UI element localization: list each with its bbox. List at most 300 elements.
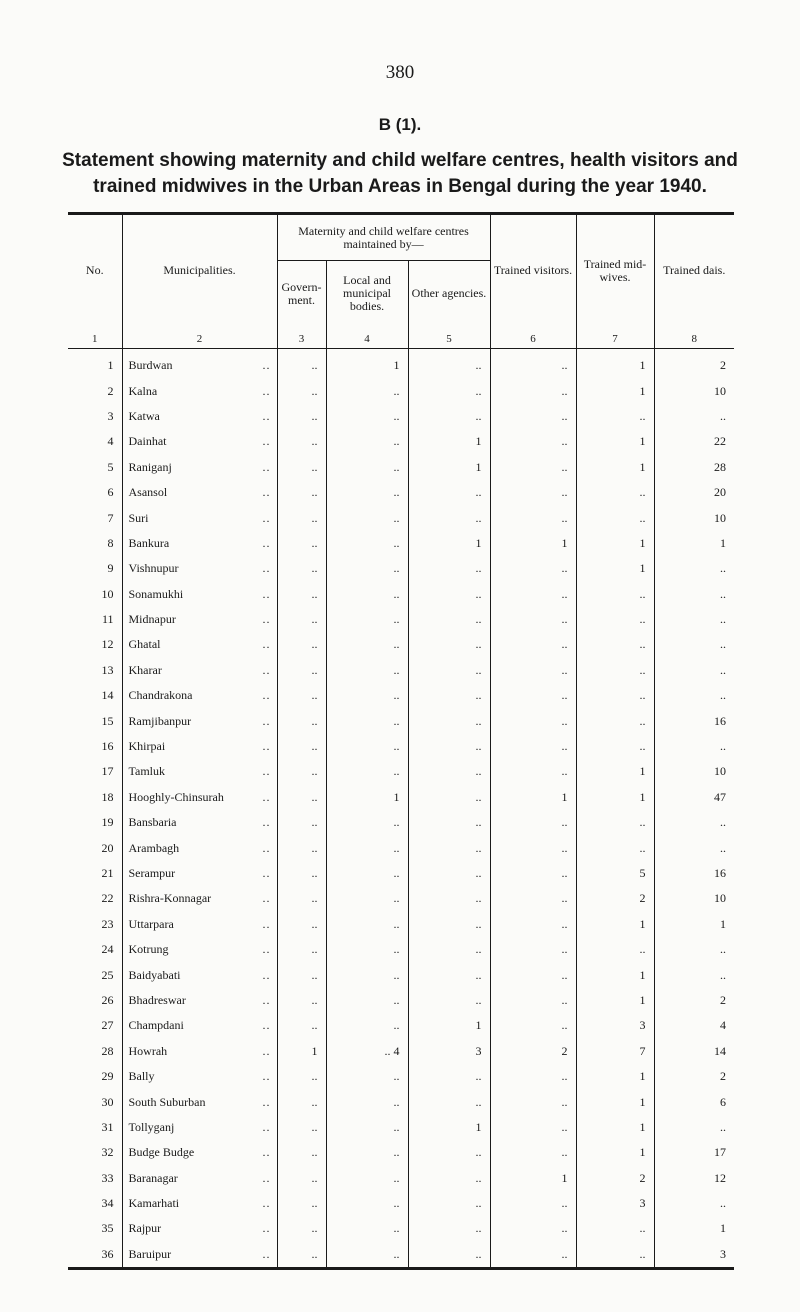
header-visitors: Trained visitors. [490,214,576,327]
local-bodies-cell: .. [326,835,408,860]
municipality-name: Burdwan [128,358,173,373]
table-row [68,1039,734,1064]
midwives-cell: .. [576,480,654,505]
col-number: 6 [490,326,576,349]
government-cell: .. [277,658,326,683]
midwives-cell: .. [576,505,654,530]
row-number: 22 [101,891,114,906]
dais-cell: .. [654,658,734,683]
other-agencies-cell: 1 [408,455,490,480]
dais-cell: .. [654,962,734,987]
municipality-cell: .. Vishnupur [122,556,277,581]
other-agencies-cell: .. [408,1140,490,1165]
local-bodies-cell: .. [326,404,408,429]
municipality-cell: .. Baidyabati [122,962,277,987]
visitors-cell: .. [490,1242,576,1269]
row-number: 12 [101,637,114,652]
municipality-cell: .. Tollyganj [122,1115,277,1140]
midwives-cell: 1 [576,759,654,784]
municipality-name: Vishnupur [128,561,179,576]
statistics-table [68,212,734,1270]
local-bodies-cell: .. [326,582,408,607]
row-number: 21 [101,866,114,880]
midwives-cell: 1 [576,455,654,480]
midwives-cell: 1 [576,1140,654,1165]
visitors-cell: .. [490,759,576,784]
local-bodies-cell: .. [326,912,408,937]
other-agencies-cell: .. [408,683,490,708]
municipality-name: Ghatal [128,637,161,652]
municipality-name: Raniganj [128,459,172,474]
local-bodies-cell: .. [326,1216,408,1241]
visitors-cell: .. [490,1115,576,1140]
table-row [68,1013,734,1038]
government-cell: .. [277,962,326,987]
municipality-cell: .. South Suburban [122,1089,277,1114]
midwives-cell: 2 [576,886,654,911]
municipality-name: Kotrung [128,942,169,957]
municipality-name: Suri [128,510,149,525]
row-number: 34 [101,1196,114,1211]
government-cell: .. [277,759,326,784]
table-row [68,607,734,632]
other-agencies-cell: .. [408,734,490,759]
midwives-cell: 1 [576,1115,654,1140]
other-agencies-cell: .. [408,962,490,987]
table-row [68,962,734,987]
government-cell: .. [277,810,326,835]
midwives-cell: .. [576,632,654,657]
local-bodies-cell: .. [326,1191,408,1216]
row-number: 25 [101,967,114,982]
table-row [68,937,734,962]
visitors-cell: .. [490,658,576,683]
dais-cell: .. [654,1115,734,1140]
municipality-cell: .. Rishra-Konnagar [122,886,277,911]
row-number: 31 [101,1119,114,1134]
row-number: 32 [101,1145,114,1160]
other-agencies-cell: .. [408,1216,490,1241]
other-agencies-cell: .. [408,1166,490,1191]
municipality-cell: .. Bankura [122,531,277,556]
other-agencies-cell: .. [408,861,490,886]
local-bodies-cell: .. [326,455,408,480]
table-row [68,658,734,683]
row-number: 16 [101,739,114,754]
visitors-cell: .. [490,1140,576,1165]
row-number: 15 [101,713,114,728]
municipality-name: Dainhat [128,434,167,449]
table-row [68,1140,734,1165]
other-agencies-cell: .. [408,886,490,911]
row-number: 35 [101,1221,114,1236]
visitors-cell: .. [490,1216,576,1241]
government-cell: .. [277,683,326,708]
midwives-cell: 3 [576,1191,654,1216]
dais-cell: 28 [654,455,734,480]
local-bodies-cell: .. [326,658,408,683]
municipality-cell: .. Ghatal [122,632,277,657]
table-row [68,1216,734,1241]
table-row [68,988,734,1013]
municipality-name: Asansol [128,485,168,500]
dais-cell: 14 [654,1039,734,1064]
other-agencies-cell: .. [408,708,490,733]
table-row [68,632,734,657]
row-number: 20 [101,840,114,855]
midwives-cell: .. [576,404,654,429]
visitors-cell: .. [490,1089,576,1114]
government-cell: .. [277,582,326,607]
row-number: 23 [101,916,114,931]
local-bodies-cell: 1 [326,785,408,810]
midwives-cell: 5 [576,861,654,886]
government-cell: .. [277,886,326,911]
local-bodies-cell: .. [326,378,408,403]
page-number: 380 [385,62,415,83]
municipality-cell: .. Serampur [122,861,277,886]
midwives-cell: 3 [576,1013,654,1038]
municipality-cell: .. Uttarpara [122,912,277,937]
local-bodies-cell: .. [326,531,408,556]
government-cell: .. [277,455,326,480]
midwives-cell: .. [576,734,654,759]
row-number: 1 [107,358,114,373]
table-row [68,1089,734,1114]
dais-cell: 16 [654,861,734,886]
government-cell: .. [277,429,326,454]
local-bodies-cell: .. [326,708,408,733]
row-number: 6 [107,485,114,500]
dais-cell: 1 [654,912,734,937]
table-row [68,349,734,379]
dais-cell: 17 [654,1140,734,1165]
dais-cell: 1 [654,1216,734,1241]
government-cell: 1 [277,1039,326,1064]
midwives-cell: .. [576,1216,654,1241]
table-row [68,759,734,784]
table-row [68,404,734,429]
table-row [68,582,734,607]
midwives-cell: 1 [576,429,654,454]
municipality-name: Bhadreswar [128,992,186,1007]
municipality-cell: .. Bansbaria [122,810,277,835]
local-bodies-cell: .. [326,988,408,1013]
visitors-cell: .. [490,886,576,911]
row-number: 30 [101,1094,114,1109]
municipality-name: Baranagar [128,1170,178,1185]
dais-cell: .. [654,1191,734,1216]
other-agencies-cell: .. [408,505,490,530]
row-number: 19 [101,815,114,830]
government-cell: .. [277,531,326,556]
municipality-cell: .. Baruipur [122,1242,277,1269]
local-bodies-cell: .. [326,1064,408,1089]
municipality-cell: .. Arambagh [122,835,277,860]
table-row [68,683,734,708]
table-row [68,810,734,835]
table-row [68,912,734,937]
municipality-cell: .. Asansol [122,480,277,505]
municipality-cell: .. Kalna [122,378,277,403]
dais-cell: .. [654,632,734,657]
visitors-cell: .. [490,632,576,657]
dais-cell: 10 [654,378,734,403]
local-bodies-cell: .. [326,1013,408,1038]
other-agencies-cell: .. [408,1242,490,1269]
table-row [68,531,734,556]
midwives-cell: .. [576,937,654,962]
government-cell: .. [277,861,326,886]
header-municipalities: Municipalities. [122,214,277,327]
government-cell: .. [277,734,326,759]
dais-cell: 3 [654,1242,734,1269]
other-agencies-cell: .. [408,404,490,429]
other-agencies-cell: .. [408,1089,490,1114]
other-agencies-cell: .. [408,1191,490,1216]
other-agencies-cell: .. [408,810,490,835]
other-agencies-cell: .. [408,759,490,784]
municipality-cell: .. Baranagar [122,1166,277,1191]
government-cell: .. [277,378,326,403]
government-cell: .. [277,912,326,937]
table-row [68,429,734,454]
col-number: 8 [654,326,734,349]
midwives-cell: .. [576,607,654,632]
visitors-cell: .. [490,349,576,379]
midwives-cell: .. [576,708,654,733]
table-row [68,861,734,886]
government-cell: .. [277,1242,326,1269]
municipality-name: Baidyabati [128,967,181,982]
midwives-cell: 1 [576,962,654,987]
other-agencies-cell: .. [408,632,490,657]
dais-cell: 10 [654,886,734,911]
dais-cell: 1 [654,531,734,556]
visitors-cell: .. [490,1013,576,1038]
dais-cell: 2 [654,1064,734,1089]
other-agencies-cell: 1 [408,1013,490,1038]
other-agencies-cell: .. [408,835,490,860]
other-agencies-cell: .. [408,480,490,505]
municipality-cell: .. Tamluk [122,759,277,784]
municipality-name: Rishra-Konnagar [128,891,212,906]
local-bodies-cell: .. [326,429,408,454]
visitors-cell: .. [490,810,576,835]
government-cell: .. [277,349,326,379]
local-bodies-cell: .. [326,886,408,911]
local-bodies-cell: .. [326,962,408,987]
government-cell: .. [277,607,326,632]
local-bodies-cell: .. [326,1166,408,1191]
table-row [68,455,734,480]
municipality-name: Katwa [128,408,160,423]
visitors-cell: 1 [490,1166,576,1191]
other-agencies-cell: .. [408,912,490,937]
row-number: 33 [101,1170,114,1185]
municipality-cell: .. Dainhat [122,429,277,454]
dais-cell: .. [654,810,734,835]
local-bodies-cell: .. [326,1115,408,1140]
visitors-cell: .. [490,861,576,886]
dais-cell: 10 [654,505,734,530]
municipality-cell: .. Katwa [122,404,277,429]
municipality-name: Bally [128,1069,155,1084]
government-cell: .. [277,556,326,581]
dais-cell: 6 [654,1089,734,1114]
visitors-cell: .. [490,607,576,632]
midwives-cell: 1 [576,912,654,937]
municipality-name: Kharar [128,662,162,677]
local-bodies-cell: .. 4 [326,1039,408,1064]
row-number: 7 [107,510,114,525]
other-agencies-cell: .. [408,607,490,632]
other-agencies-cell: 1 [408,1115,490,1140]
other-agencies-cell: 1 [408,429,490,454]
municipality-cell: .. Hooghly-Chinsurah [122,785,277,810]
visitors-cell: .. [490,962,576,987]
row-number: 10 [101,586,114,601]
other-agencies-cell: .. [408,785,490,810]
midwives-cell: 1 [576,1064,654,1089]
header-other-agencies: Other agencies. [408,261,490,327]
government-cell: .. [277,505,326,530]
row-number: 4 [107,434,114,449]
table-row [68,480,734,505]
row-number: 17 [101,764,114,779]
municipality-name: Bankura [128,535,170,550]
visitors-cell: 1 [490,531,576,556]
visitors-cell: .. [490,835,576,860]
municipality-name: Serampur [128,866,176,880]
midwives-cell: 1 [576,785,654,810]
municipality-cell: .. Raniganj [122,455,277,480]
visitors-cell: .. [490,378,576,403]
municipality-name: Tollyganj [128,1119,175,1134]
other-agencies-cell: .. [408,937,490,962]
municipality-name: Bansbaria [128,815,177,830]
dais-cell: .. [654,734,734,759]
other-agencies-cell: .. [408,658,490,683]
dais-cell: 2 [654,988,734,1013]
table-row [68,785,734,810]
other-agencies-cell: .. [408,378,490,403]
visitors-cell: .. [490,505,576,530]
government-cell: .. [277,1089,326,1114]
row-number: 13 [101,662,114,677]
row-number: 24 [101,942,114,957]
municipality-cell: .. Kotrung [122,937,277,962]
col-number: 1 [68,326,122,349]
midwives-cell: 1 [576,378,654,403]
row-number: 29 [101,1069,114,1084]
government-cell: .. [277,480,326,505]
row-number: 3 [107,408,114,423]
table-row [68,734,734,759]
row-number: 18 [101,789,114,804]
row-number: 8 [107,535,114,550]
municipality-cell: .. Champdani [122,1013,277,1038]
other-agencies-cell: .. [408,582,490,607]
dais-cell: 12 [654,1166,734,1191]
visitors-cell: .. [490,1064,576,1089]
local-bodies-cell: .. [326,480,408,505]
table-row [68,1191,734,1216]
header-no: No. [68,214,122,327]
table-row [68,378,734,403]
government-cell: .. [277,988,326,1013]
header-dais: Trained dais. [654,214,734,327]
municipality-cell: .. Khirpai [122,734,277,759]
municipality-cell: .. Burdwan [122,349,277,379]
local-bodies-cell: .. [326,505,408,530]
table-row [68,1166,734,1191]
midwives-cell: 1 [576,556,654,581]
local-bodies-cell: .. [326,1140,408,1165]
col-number: 3 [277,326,326,349]
midwives-cell: 2 [576,1166,654,1191]
municipality-name: Khirpai [128,739,166,754]
visitors-cell: .. [490,683,576,708]
municipality-cell: .. Bhadreswar [122,988,277,1013]
header-government: Govern-ment. [277,261,326,327]
dais-cell: .. [654,556,734,581]
table-label: B (1). [378,115,422,134]
table-row [68,556,734,581]
local-bodies-cell: .. [326,1242,408,1269]
table-row [68,708,734,733]
midwives-cell: 1 [576,988,654,1013]
midwives-cell: .. [576,810,654,835]
dais-cell: 16 [654,708,734,733]
page-title: Statement showing maternity and child welfare centres, health visitors and trained midwives in the Urban Areas in Bengal during the year 1940. [62,150,738,197]
visitors-cell: 1 [490,785,576,810]
row-number: 14 [101,688,114,703]
municipality-name: Baruipur [128,1246,172,1261]
municipality-name: Kalna [128,383,158,398]
table-row [68,1064,734,1089]
visitors-cell: .. [490,429,576,454]
midwives-cell: .. [576,835,654,860]
row-number: 26 [101,992,114,1007]
table-row [68,1242,734,1269]
table-body [68,349,734,1269]
midwives-cell: 1 [576,349,654,379]
header-local-bodies: Local and municipal bodies. [326,261,408,327]
visitors-cell: 2 [490,1039,576,1064]
midwives-cell: .. [576,582,654,607]
col-number: 7 [576,326,654,349]
local-bodies-cell: .. [326,1089,408,1114]
dais-cell: .. [654,683,734,708]
municipality-name: Howrah [128,1043,168,1058]
visitors-cell: .. [490,455,576,480]
other-agencies-cell: 1 [408,531,490,556]
government-cell: .. [277,404,326,429]
visitors-cell: .. [490,912,576,937]
municipality-name: Tamluk [128,764,165,779]
government-cell: .. [277,1191,326,1216]
dais-cell: 22 [654,429,734,454]
municipality-name: Sonamukhi [128,586,184,601]
government-cell: .. [277,1064,326,1089]
local-bodies-cell: .. [326,937,408,962]
midwives-cell: .. [576,683,654,708]
col-number: 4 [326,326,408,349]
row-number: 2 [107,383,114,398]
municipality-name: Hooghly-Chinsurah [128,789,224,804]
dais-cell: .. [654,835,734,860]
